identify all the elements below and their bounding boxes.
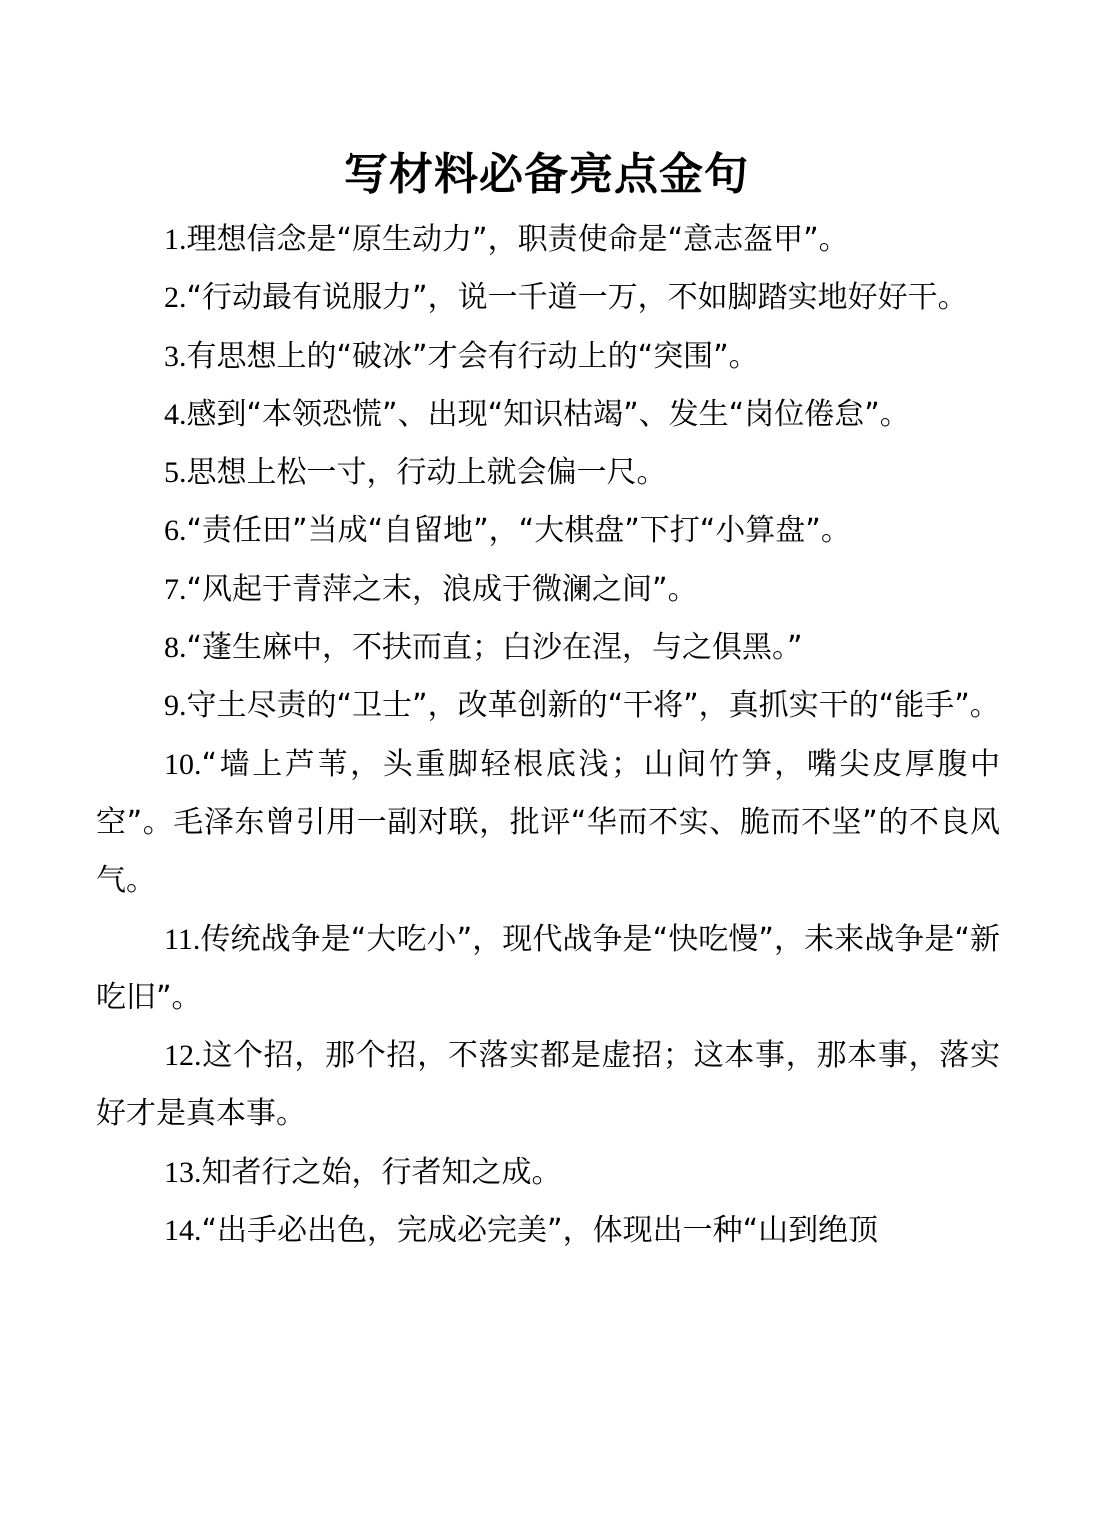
- item-number: 13.: [164, 1155, 202, 1189]
- list-item: [96, 328, 1000, 386]
- item-number: 11.: [164, 922, 201, 956]
- item-number: 12.: [164, 1039, 202, 1073]
- document-title: 写材料必备亮点金句: [344, 149, 749, 200]
- item-text: “出手必出色，完成必完美”，体现出一种“山到绝顶: [201, 1213, 879, 1249]
- item-text: 感到“本领恐慌”、出现“知识枯竭”、发生“岗位倦怠”。: [186, 396, 910, 432]
- list-item: [96, 1027, 1000, 1144]
- list-item: [96, 619, 1000, 677]
- list-item: [96, 1202, 1000, 1260]
- item-number: 1.: [164, 223, 187, 256]
- item-text: “风起于青萍之末，浪成于微澜之间”。: [186, 571, 698, 607]
- list-item: [96, 911, 1000, 1028]
- list-item: [96, 211, 1000, 269]
- item-text: “责任田”当成“自留地”，“大棋盘”下打“小算盘”。: [186, 513, 851, 549]
- list-item: [96, 561, 1000, 619]
- item-text: 知者行之始，行者知之成。: [201, 1154, 562, 1190]
- item-text: “蓬生麻中，不扶而直；白沙在涅，与之俱黑。”: [186, 630, 803, 666]
- list-item: [96, 444, 1000, 502]
- item-text: “行动最有说服力”，说一千道一万，不如脚踏实地好好干。: [186, 280, 968, 316]
- item-number: 8.: [164, 631, 187, 665]
- item-number: 2.: [164, 281, 187, 315]
- item-text: 思想上松一寸，行动上就会偏一尺。: [186, 455, 667, 491]
- item-text: 守土尽责的“卫士”，改革创新的“干将”，真抓实干的“能手”。: [186, 688, 1000, 724]
- list-item: [96, 386, 1000, 444]
- item-number: 4.: [164, 397, 187, 431]
- item-number: 7.: [164, 572, 187, 606]
- list-item: [96, 502, 1000, 560]
- document-body: [96, 211, 1000, 1260]
- item-text: 传统战争是“大吃小”，现代战争是“快吃慢”，未来战争是“新吃旧”。: [96, 921, 1000, 1015]
- item-number: 6.: [164, 514, 187, 548]
- item-number: 10.: [164, 747, 202, 781]
- item-text: 有思想上的“破冰”才会有行动上的“突围”。: [186, 338, 759, 374]
- list-item: [96, 269, 1000, 327]
- list-item: [96, 736, 1000, 911]
- item-text: “墙上芦苇，头重脚轻根底浅；山间竹笋，嘴尖皮厚腹中空”。毛泽东曾引用一副对联，批评“华而不实、脆而不坚”的不良风气。: [96, 746, 1000, 899]
- list-item: [96, 1144, 1000, 1202]
- list-item: [96, 677, 1000, 735]
- item-text: 理想信念是“原生动力”，职责使命是“意志盔甲”。: [186, 222, 849, 257]
- item-text: 这个招，那个招，不落实都是虚招；这本事，那本事，落实好才是真本事。: [96, 1038, 1000, 1132]
- item-number: 14.: [164, 1214, 202, 1248]
- item-number: 9.: [164, 689, 187, 723]
- item-number: 3.: [164, 339, 187, 373]
- item-number: 5.: [164, 456, 187, 490]
